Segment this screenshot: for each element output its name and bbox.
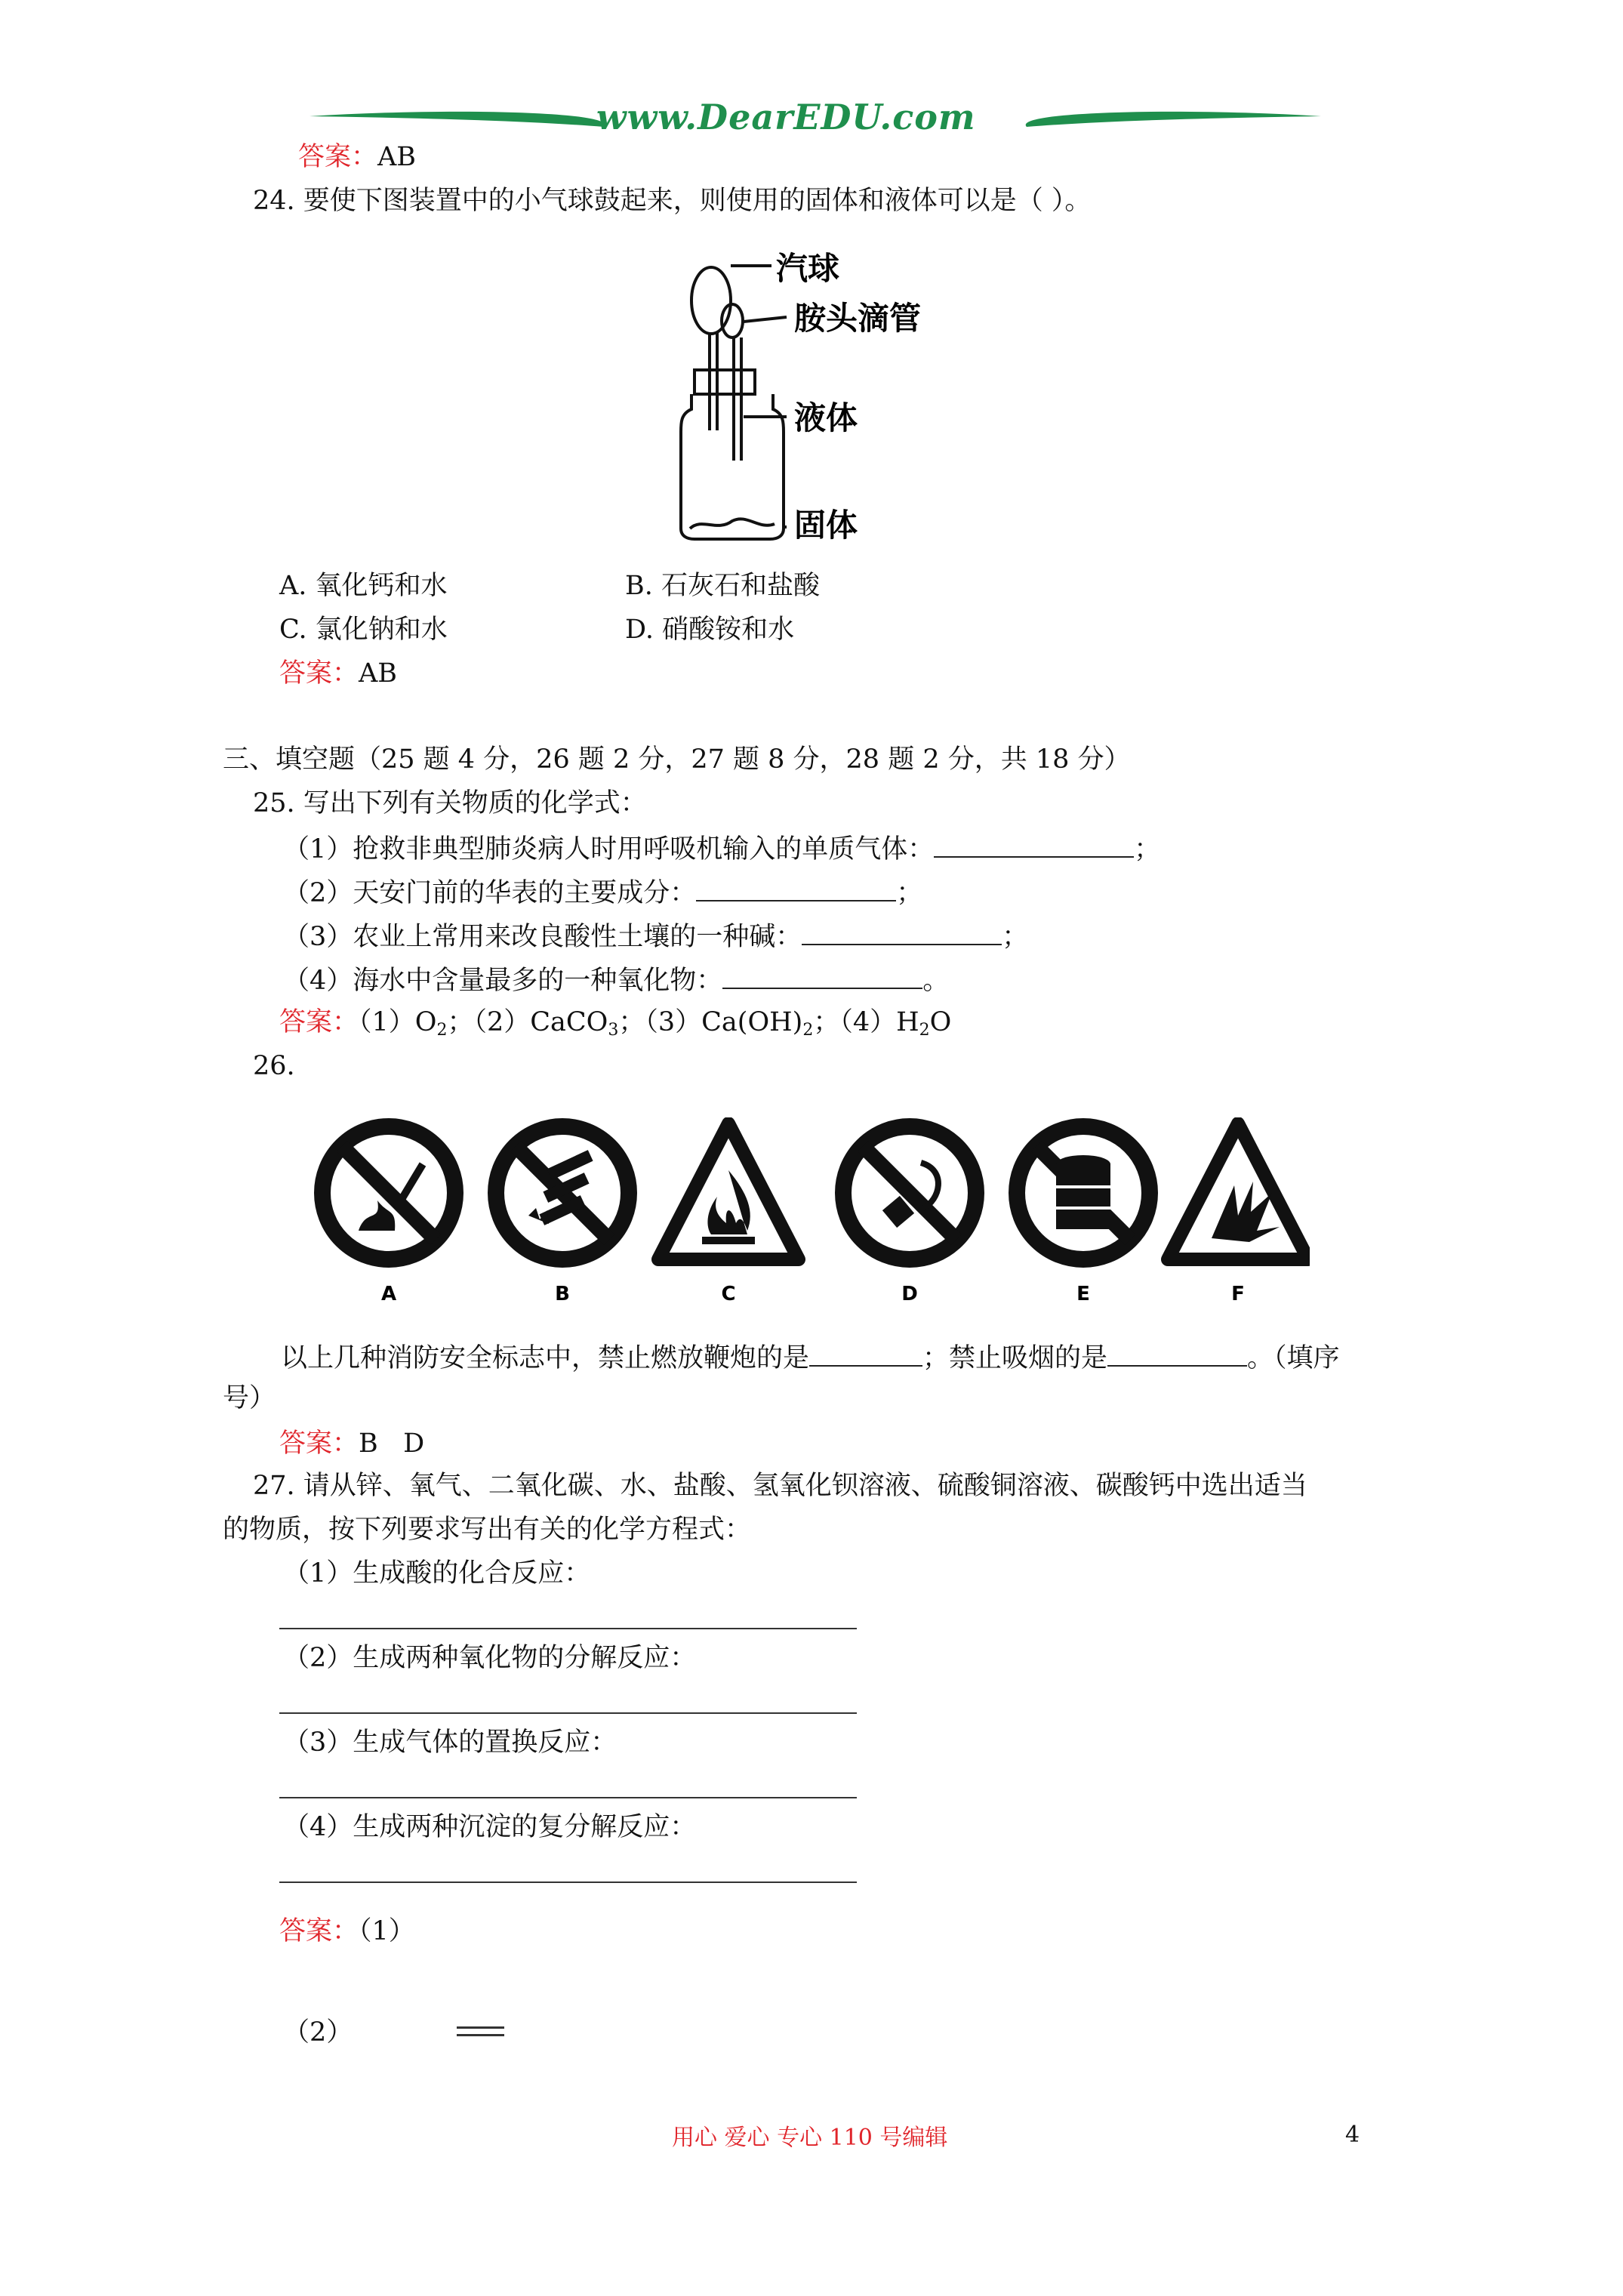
item-text: （4）海水中含量最多的一种氧化物：: [283, 966, 723, 996]
sign-c-flammable-icon: [658, 1123, 799, 1259]
item-end: 。: [922, 966, 950, 996]
q27-stem-line-1: 27. 请从锌、氧气、二氧化碳、水、盐酸、氢氧化钡溶液、硫酸铜溶液、碳酸钙中选出适当: [253, 1471, 1307, 1501]
equals-sign-top: [457, 2026, 504, 2029]
fill-blank[interactable]: [934, 831, 1134, 858]
q27-item-4: （4）生成两种沉淀的复分解反应：: [283, 1812, 697, 1842]
answer-part: （1）: [359, 1916, 415, 1946]
q26-answer: [279, 1427, 424, 1460]
answer-label: 答案：: [279, 1916, 359, 1946]
item-end: ；: [1134, 834, 1161, 864]
q26-question-line-1: [281, 1339, 1340, 1375]
answer-line[interactable]: [279, 1628, 857, 1629]
answer-part: O: [929, 1007, 952, 1037]
page-number: 4: [1345, 2122, 1360, 2148]
q27-answer-2: （2）: [283, 2017, 353, 2048]
sign-d-no-smoking-icon: [843, 1126, 976, 1259]
answer-line[interactable]: [279, 1881, 857, 1883]
fill-blank[interactable]: [722, 962, 922, 989]
footer-center: 用心 爱心 专心 110 号编辑: [672, 2125, 948, 2151]
answer-line[interactable]: [279, 1797, 857, 1798]
balloon-apparatus-diagram: [664, 234, 1004, 551]
item-end: ；: [896, 878, 923, 908]
balloon-label: 汽球: [776, 250, 840, 287]
equals-sign-bottom: [457, 2034, 504, 2036]
sign-letter-b: B: [555, 1283, 570, 1305]
answer-label: 答案：: [279, 658, 359, 689]
subscript: 3: [608, 1021, 619, 1040]
q27-stem-line-2: 的物质，按下列要求写出有关的化学方程式：: [223, 1515, 752, 1545]
q24-answer: [279, 657, 397, 690]
answer-part: ；（3）Ca(OH): [618, 1007, 803, 1037]
subscript: 2: [436, 1021, 448, 1040]
sign-a-no-fire-icon: [322, 1126, 455, 1259]
answer-line[interactable]: [279, 1712, 857, 1714]
answer-part: ；（2）CaCO: [447, 1007, 608, 1037]
q24-option-c: C. 氯化钠和水: [279, 615, 448, 645]
fill-blank[interactable]: [809, 1339, 922, 1367]
answer-label: 答案：: [279, 1007, 359, 1037]
q25-item-1: [283, 831, 1160, 866]
q25-item-3: [283, 918, 1028, 954]
item-end: ；: [1002, 922, 1029, 952]
fill-blank[interactable]: [802, 918, 1002, 945]
q24-option-b: B. 石灰石和盐酸: [625, 571, 820, 601]
answer-part: （1）O: [359, 1007, 437, 1037]
q26-text: 。（填序: [1247, 1343, 1340, 1373]
dropper-label: 胺头滴管: [794, 300, 922, 337]
liquid-label: 液体: [794, 399, 858, 436]
q27-answer: [279, 1915, 415, 1948]
q24-stem: 24. 要使下图装置中的小气球鼓起来，则使用的固体和液体可以是（ ）。: [253, 186, 1092, 216]
sign-letter-a: A: [380, 1283, 397, 1305]
q26-text: ；禁止吸烟的是: [922, 1343, 1108, 1373]
subscript: 2: [919, 1021, 930, 1040]
sign-f-explosive-icon: [1168, 1123, 1308, 1259]
section-3-title: 三、填空题（25 题 4 分，26 题 2 分，27 题 8 分，28 题 2 分，共 18 分）: [223, 744, 1131, 775]
fill-blank[interactable]: [696, 874, 896, 901]
q24-option-a: A. 氧化钙和水: [279, 571, 448, 601]
q27-item-3: （3）生成气体的置换反应：: [283, 1727, 617, 1758]
sign-b-no-firecrackers-icon: [496, 1126, 629, 1259]
answer-label: 答案：: [298, 142, 378, 172]
sign-letter-d: D: [901, 1283, 918, 1305]
item-text: （3）农业上常用来改良酸性土壤的一种碱：: [283, 922, 802, 952]
sign-letter-c: C: [721, 1283, 736, 1305]
q26-text: 以上几种消防安全标志中，禁止燃放鞭炮的是: [281, 1343, 810, 1373]
q25-item-4: [283, 962, 949, 997]
sign-letter-e: E: [1076, 1283, 1090, 1305]
q27-item-1: （1）生成酸的化合反应：: [283, 1558, 591, 1589]
q25-item-2: [283, 874, 922, 910]
q26-question-line-2: 号）: [223, 1383, 276, 1413]
answer-label: 答案：: [279, 1428, 359, 1459]
sign-e-no-barrels-icon: [1017, 1126, 1150, 1259]
fill-blank[interactable]: [1107, 1339, 1247, 1367]
answer-value: B D: [359, 1428, 425, 1459]
q24-option-d: D. 硝酸铵和水: [625, 615, 795, 645]
q25-stem: 25. 写出下列有关物质的化学式：: [253, 788, 647, 818]
q27-item-2: （2）生成两种氧化物的分解反应：: [283, 1643, 697, 1673]
dropper-bulb: [722, 304, 743, 337]
answer-part: ；（4）H: [813, 1007, 919, 1037]
answer-value: AB: [377, 142, 417, 172]
subscript: 2: [802, 1021, 814, 1040]
answer-value: AB: [359, 658, 398, 689]
solid-label: 固体: [794, 507, 858, 544]
sign-letter-f: F: [1231, 1283, 1245, 1305]
q26-number: 26.: [253, 1051, 295, 1081]
site-title: www.DearEDU.com: [596, 97, 976, 137]
item-text: （2）天安门前的华表的主要成分：: [283, 878, 697, 908]
balloon-shape: [691, 267, 731, 334]
q23-answer: [298, 140, 416, 174]
q25-answer: [279, 1006, 951, 1047]
fire-safety-signs: [313, 1117, 1310, 1306]
item-text: （1）抢救非典型肺炎病人时用呼吸机输入的单质气体：: [283, 834, 935, 864]
